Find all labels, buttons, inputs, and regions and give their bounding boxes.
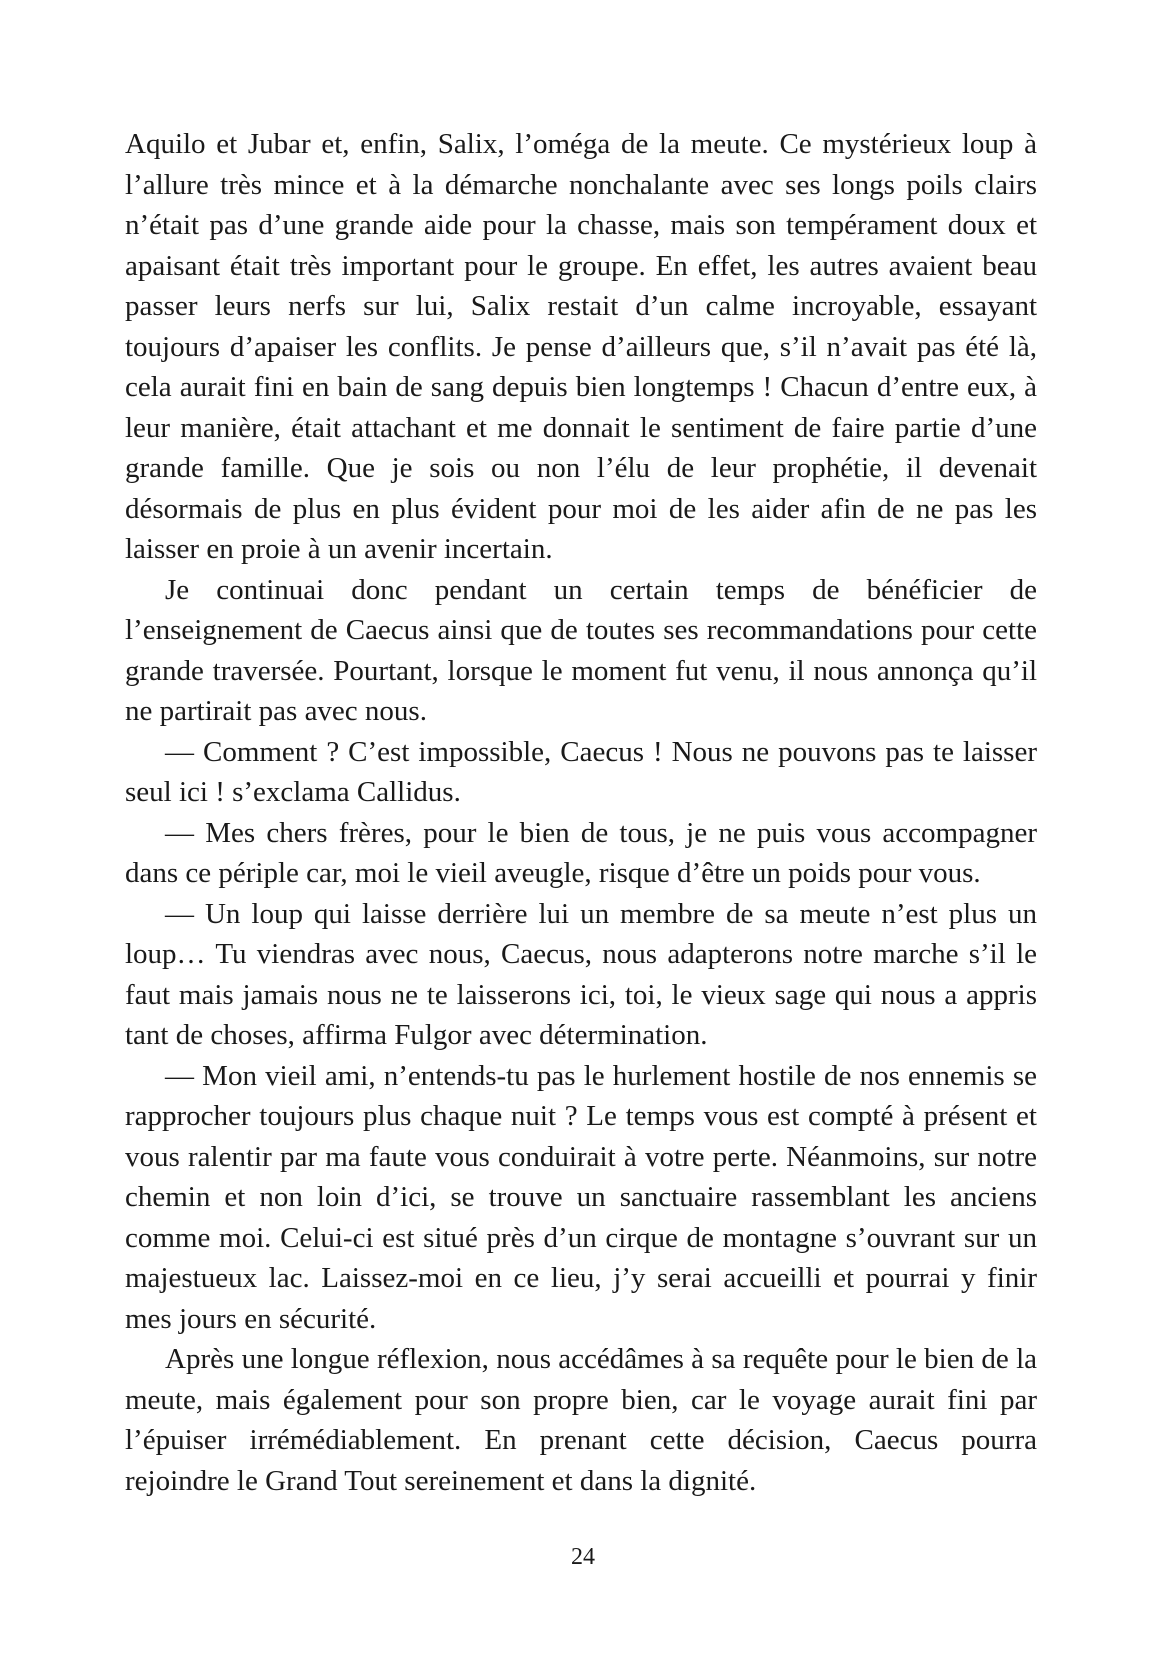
dialogue-callidus: — Comment ? C’est impossible, Caecus ! Nous ne pouvons pas te laisser seul ici ! s’exclama Callidus. <box>125 735 1037 808</box>
paragraph-final: Après une longue réflexion, nous accédâmes à sa requête pour le bien de la meute, mais également pour son propre bien, car le voyage aurait fini par l’épuiser irrémédiablement. En prenant cette décision, Caecus pourra rejoindre le Grand Tout sereinement et dans la dignité. <box>125 1343 1037 1497</box>
body-text <box>125 124 1037 1501</box>
paragraph-1: Aquilo et Jubar et, enfin, Salix, l’oméga de la meute. Ce mystérieux loup à l’allure très mince et à la démarche nonchalante avec ses longs poils clairs n’était pas d’une grande aide pour la chasse, mais son tempérament doux et apaisant était très important pour le groupe. En effet, les autres avaient beau passer leurs nerfs sur lui, Salix restait d’un calme incroyable, essayant toujours d’apaiser les conflits. Je pense d’ailleurs que, s’il n’avait pas été là, cela aurait fini en bain de sang depuis bien longtemps ! Chacun d’entre eux, à leur manière, était attachant et me donnait le sentiment de faire partie d’une grande famille. Que je sois ou non l’élu de leur prophétie, il devenait désormais de plus en plus évident pour moi de les aider afin de ne pas les laisser en proie à un avenir incertain. <box>125 128 1037 565</box>
dialogue-caecus-2: — Mon vieil ami, n’entends-tu pas le hurlement hostile de nos ennemis se rapprocher toujours plus chaque nuit ? Le temps vous est compté à présent et vous ralentir par ma faute vous conduirait à votre perte. Néanmoins, sur notre chemin et non loin d’ici, se trouve un sanctuaire rassemblant les anciens comme moi. Celui-ci est situé près d’un cirque de montagne s’ouvrant sur un majestueux lac. Laissez-moi en ce lieu, j’y serai accueilli et pourrai y finir mes jours en sécurité. <box>125 1059 1037 1335</box>
paragraph-2: Je continuai donc pendant un certain temps de bénéficier de l’enseignement de Caecus ainsi que de toutes ses recommandations pour cette grande traversée. Pourtant, lorsque le moment fut venu, il nous annonça qu’il ne partirait pas avec nous. <box>125 573 1037 727</box>
dialogue-fulgor: — Un loup qui laisse derrière lui un membre de sa meute n’est plus un loup… Tu viendras avec nous, Caecus, nous adapterons notre marche s’il le faut mais jamais nous ne te laisserons ici, toi, le vieux sage qui nous a appris tant de choses, affirma Fulgor avec détermination. <box>125 897 1037 1051</box>
dialogue-caecus-1: — Mes chers frères, pour le bien de tous, je ne puis vous accompagner dans ce périple car, moi le vieil aveugle, risque d’être un poids pour vous. <box>125 816 1037 889</box>
page-number: 24 <box>571 1544 595 1570</box>
